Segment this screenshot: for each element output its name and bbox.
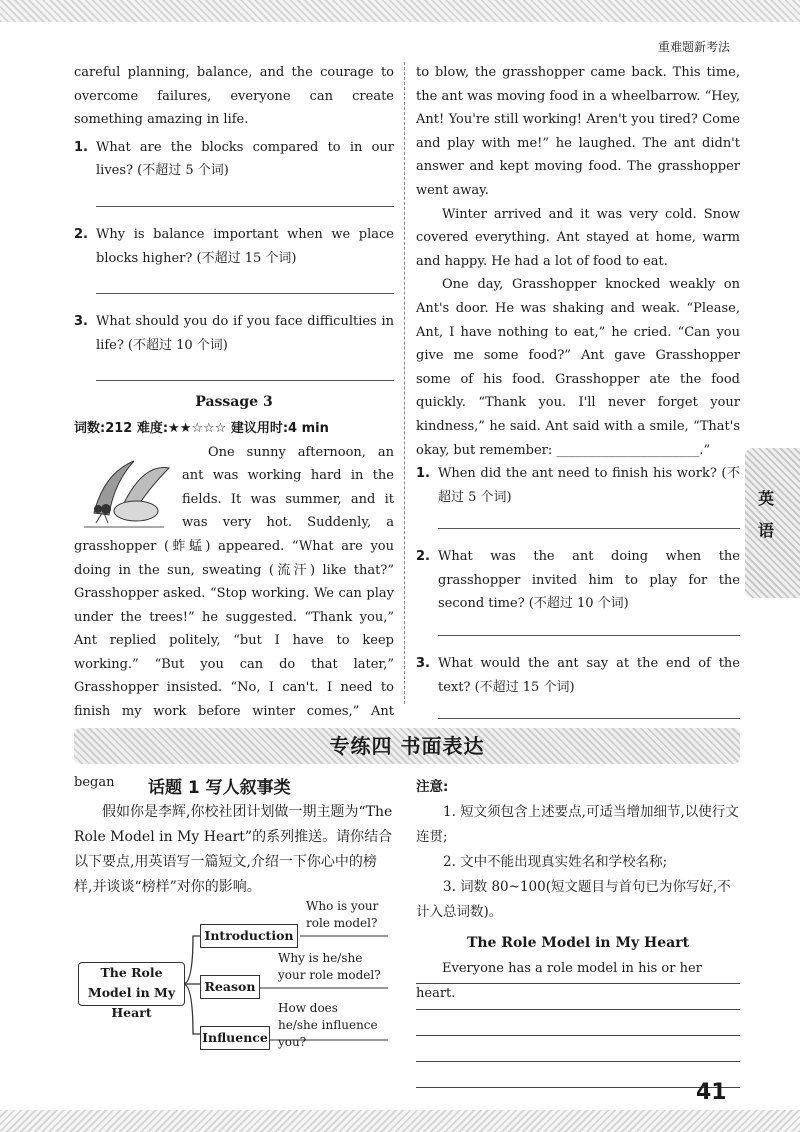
notes-heading: 注意: bbox=[416, 779, 449, 795]
question-2: 2. Why is balance important when we place blocks higher? (不超过 15 个词) bbox=[74, 226, 394, 266]
essay-first-sentence: Everyone has a role model in his or her heart. bbox=[416, 961, 702, 1001]
right-column bbox=[416, 61, 740, 735]
question-1: 1. When did the ant need to finish his work? (不超过 5 个词) bbox=[416, 466, 740, 505]
branch-reason: Reason bbox=[200, 975, 260, 999]
passage-title: Passage 3 bbox=[195, 394, 273, 411]
passage-meta: 词数:212 难度:★★☆☆☆ 建议用时:4 min bbox=[74, 420, 329, 436]
left-column bbox=[74, 61, 394, 794]
branch-influence: Influence bbox=[200, 1026, 270, 1050]
passage3-para1: One sunny afternoon, an ant was working hard in the fields. It was summer, and it was very hot. Suddenly, a grasshopper (蚱蜢) appeared. “What are you doing in the sun, sweating (流汗) like that?” Grasshopper asked. “Stop working. We can play under the trees!” he suggested. “Thank you,” Ant replied politely, “but I have to keep working.” “But you can do that later,” Grasshopper insisted. “No, I can't. I need to finish my work before winter comes,” Ant bbox=[74, 444, 394, 720]
answer-line[interactable] bbox=[438, 717, 740, 719]
section-title: 专练四 书面表达 bbox=[329, 734, 485, 758]
passage2-ending: careful planning, balance, and the courage to overcome failures, everyone can create something amazing in life. bbox=[74, 65, 394, 128]
branch-note-reason: Why is he/she your role model? bbox=[278, 951, 381, 982]
note-item-2: 2. 文中不能出现真实姓名和学校名称; bbox=[443, 854, 668, 870]
top-decorative-band bbox=[0, 0, 800, 22]
branch-introduction: Introduction bbox=[200, 924, 298, 948]
note-item-1: 1. 短文须包含上述要点,可适当增加细节,以使行文连贯; bbox=[416, 804, 739, 845]
passage3-para2: began bbox=[74, 774, 115, 790]
mind-map bbox=[78, 896, 398, 1056]
note-item-3: 3. 词数 80~100(短文题目与首句已为你写好,不计入总词数)。 bbox=[416, 879, 731, 920]
writing-notes bbox=[416, 775, 740, 1006]
answer-line[interactable] bbox=[96, 379, 394, 381]
passage3-para5: One day, Grasshopper knocked weakly on Ant's door. He was shaking and weak. “Please, Ant, I have nothing to eat,” he cried. “Can you give me some food?” Ant gave Grasshopper some of his food. Grasshopper ate the food quickly. “Thank you. I'll never forget your kindness,” he said. Ant said with a smile, “That's okay, but remember: ______________________.” bbox=[416, 277, 740, 458]
subject-side-tab: 英 语 bbox=[745, 448, 800, 598]
answer-line[interactable] bbox=[438, 527, 740, 529]
answer-line[interactable] bbox=[438, 634, 740, 636]
page-number: 41 bbox=[696, 1080, 727, 1105]
question-2: 2. What was the ant doing when the grasshopper invited him to play for the second time? (不超过 10 个词) bbox=[416, 549, 740, 612]
writing-task-prompt: 假如你是李辉,你校社团计划做一期主题为“The Role Model in My Heart”的系列推送。请你结合以下要点,用英语写一篇短文,介绍一下你心中的榜样,并谈谈“榜样”对你的影响。 bbox=[74, 804, 393, 895]
question-3: 3. What would the ant say at the end of the text? (不超过 15 个词) bbox=[416, 656, 740, 695]
column-divider bbox=[404, 62, 405, 704]
essay-title: The Role Model in My Heart bbox=[466, 935, 690, 951]
branch-note-influence: How does he/she influence you? bbox=[278, 1001, 378, 1049]
bottom-decorative-band bbox=[0, 1110, 800, 1132]
passage3-para3: to blow, the grasshopper came back. This time, the ant was moving food in a wheelbarrow. “Hey, Ant! You're still working! Aren't you tired? Come and play with me!” he laughed. The ant didn't answer and kept moving food. The grasshopper went away. bbox=[416, 65, 740, 198]
question-3: 3. What should you do if you face difficulties in life? (不超过 10 个词) bbox=[74, 314, 394, 353]
topic-title: 话题 1 写人叙事类 bbox=[148, 778, 291, 798]
question-1: 1. What are the blocks compared to in our lives? (不超过 5 个词) bbox=[74, 139, 394, 179]
answer-line[interactable] bbox=[96, 205, 394, 207]
ant-grasshopper-illustration bbox=[74, 443, 176, 535]
passage3-para4: Winter arrived and it was very cold. Snow covered everything. Ant stayed at home, warm and happy. He had a lot of food to eat. bbox=[416, 206, 740, 269]
mind-map-center: The Role Model in My Heart bbox=[78, 962, 185, 1006]
running-header: 重难题新考法 bbox=[657, 40, 730, 54]
writing-lines[interactable] bbox=[416, 982, 740, 1112]
section-banner bbox=[74, 728, 740, 764]
answer-line[interactable] bbox=[96, 292, 394, 294]
branch-note-introduction: Who is your role model? bbox=[306, 899, 379, 930]
